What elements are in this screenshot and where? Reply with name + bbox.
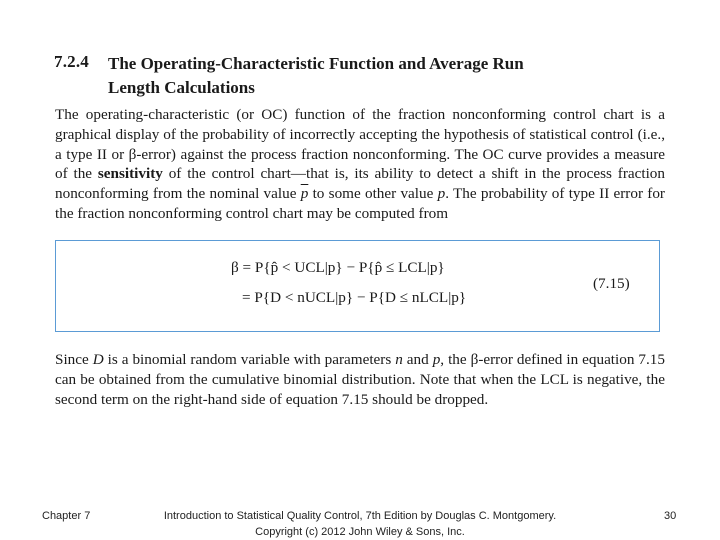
footer-citation	[140, 508, 580, 540]
symbol-D: D	[92, 351, 104, 368]
page-number: 30	[664, 510, 677, 522]
footer-citation-line-1: Introduction to Statistical Quality Control, 7th Edition by Douglas C. Montgomery.	[163, 510, 557, 522]
text-run: and	[402, 351, 433, 368]
equation-line-2: = P{D < nUCL|p} − P{D ≤ nLCL|p}	[242, 289, 467, 306]
text-run: Since	[55, 351, 93, 368]
symbol-p: p	[437, 185, 446, 203]
paragraph-binomial	[55, 350, 665, 409]
text-run: to some other value	[308, 185, 438, 203]
text-run: , the β-error defined in equation 7.15 can be obtained from the cumulative binomial distribution. Note that when the LCL is negative, the second term on the right-hand side of equation 7.15 should be dropped.	[55, 351, 665, 408]
text-run: The operating-characteristic (or OC) function of the fraction nonconforming control chart is a graphical display of the probability of incorrectly accepting the hypothesis of statistical control (i.e., a type II or β-error) against the process fraction nonconforming. The OC curve provides a measure of the	[55, 106, 665, 183]
symbol-n: n	[395, 351, 403, 368]
footer-citation-line-2: Copyright (c) 2012 John Wiley & Sons, Inc.	[255, 526, 465, 538]
section-title: The Operating-Characteristic Function and Average Run Length Calculations	[108, 54, 524, 97]
paragraph-oc-function	[55, 105, 665, 224]
text-run: is a binomial random variable with parameters	[103, 351, 396, 368]
equation-box	[55, 240, 660, 332]
text-run: . The probability of type II error for the fraction nonconforming control chart may be computed from	[55, 185, 665, 222]
symbol-p: p	[432, 351, 441, 368]
equation-line-1: β = P{p̂ < UCL|p} − P{p̂ ≤ LCL|p}	[231, 259, 445, 276]
equation-number: (7.15)	[593, 275, 630, 292]
text-run: of the control chart—that is, its ability to detect a shift in the process fraction nonconforming from the nominal value	[55, 165, 665, 203]
emphasis-sensitivity: sensitivity	[97, 165, 163, 183]
symbol-p-bar: $\overline{p}$	[300, 185, 309, 203]
section-number: 7.2.4	[54, 52, 89, 71]
footer-chapter: Chapter 7	[42, 510, 91, 522]
